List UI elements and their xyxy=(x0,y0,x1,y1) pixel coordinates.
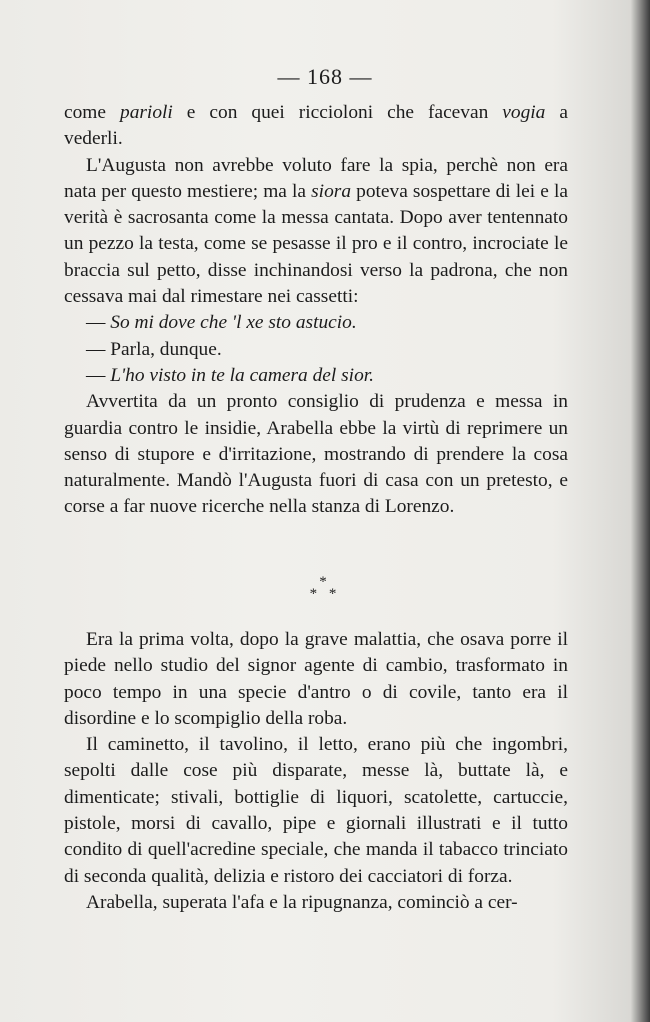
paragraph-continuation-end: vederli. xyxy=(64,128,123,150)
dialogue-dash: — xyxy=(86,312,111,334)
paragraph: Avvertita da un pronto consiglio di prudenza e messa in guardia contro le insidie, Arabella ebbe la virtù di reprimere un senso di stupore e d'irritazione, mostrando di prendere la cosa naturalmente. Mandò l'Augusta fuori di casa con un pretesto, e corse a far nuove ricerche nella stanza di Lorenzo. xyxy=(64,391,568,518)
asterism-top: * xyxy=(319,574,331,590)
paragraph: Il caminetto, il tavolino, il letto, erano più che ingombri, sepolti dalle cose più disparate, messe là, buttate là, e dimenticate; stivali, bottiglie di liquori, scatolette, cartuccie, pistole, morsi di cavallo, pipe e giornali illustrati e il tutto condito di quell'acredine speciale, che manda il tabacco trinciato di seconda qualità, delizia e ristoro dei cacciatori di forza. xyxy=(64,734,568,887)
italic-word: siora xyxy=(311,180,352,202)
dialogue-line: — Parla, dunque. xyxy=(86,338,222,360)
text-run: e con quei riccioloni che facevan xyxy=(172,102,503,123)
paragraph: Era la prima volta, dopo la grave malattia, che osava porre il piede nello studio del signor agente di cambio, trasformato in poco tempo in una specie d'antro o di covile, tanto era il disordine e lo scompiglio della roba. xyxy=(64,629,568,729)
paragraph: Arabella, superata l'afa e la ripugnanza, cominciò a cer- xyxy=(86,891,518,913)
text-run: poteva sospettare di lei e la verità è sacrosanta come la messa cantata. Dopo aver tentennato un pezzo la testa, come se pesasse il pro e il contro, incrociate le braccia sul petto, disse inchinandosi verso la padrona, che non cessava mai dal rimestare nei cassetti: xyxy=(64,180,568,308)
text-block-upper xyxy=(64,100,568,521)
paragraph xyxy=(64,153,568,311)
text-run: L'Augusta non avrebbe voluto fare la spia, perchè non era nata per questo mestiere; ma la xyxy=(64,154,568,202)
paragraph-continuation xyxy=(64,100,568,126)
dialogue-line xyxy=(64,310,568,336)
dialogue-dash: — xyxy=(86,364,111,386)
text-block-lower xyxy=(64,627,568,916)
dialogue-text: L'ho visto in te la camera del sior. xyxy=(110,364,375,386)
dialogue-text: So mi dove che 'l xe sto astucio. xyxy=(110,312,357,334)
section-break-asterism xyxy=(0,576,650,600)
text-run: a xyxy=(545,102,568,123)
italic-word: parioli xyxy=(120,102,173,123)
dialogue-line xyxy=(64,363,568,389)
asterism-bottom: * * xyxy=(309,586,341,602)
page-number: — 168 — xyxy=(277,64,373,89)
italic-word: vogia xyxy=(502,102,546,123)
text-run: come xyxy=(64,102,120,123)
